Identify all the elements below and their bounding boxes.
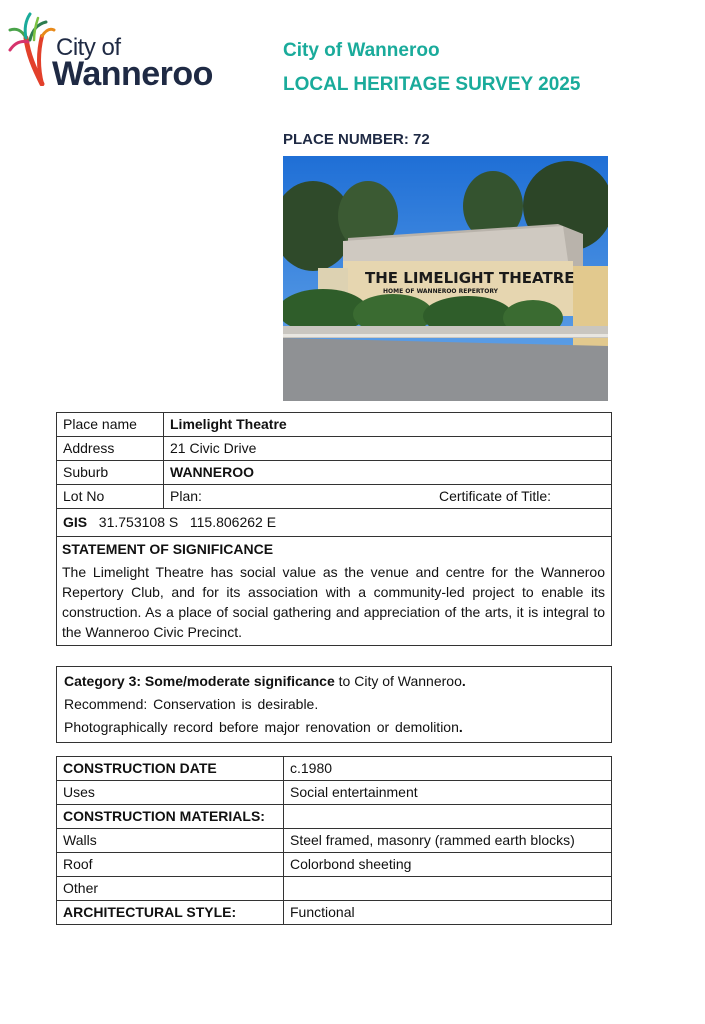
category-title-suffix: to City of Wanneroo xyxy=(334,673,462,689)
gis-label: GIS xyxy=(63,514,88,530)
plan-cell xyxy=(164,485,612,509)
table-row xyxy=(57,853,612,877)
table-row xyxy=(57,461,612,485)
construction-date-label: CONSTRUCTION DATE xyxy=(57,757,284,781)
suburb-value: WANNEROO xyxy=(164,461,612,485)
table-row xyxy=(57,437,612,461)
place-number: PLACE NUMBER: 72 xyxy=(283,131,430,148)
construction-materials-label: CONSTRUCTION MATERIALS: xyxy=(57,805,284,829)
table-row xyxy=(57,413,612,437)
category-recommend: Recommend: Conservation is desirable. xyxy=(64,696,319,712)
walls-value: Steel framed, masonry (rammed earth blocks) xyxy=(284,829,612,853)
table-row xyxy=(57,877,612,901)
theatre-photo xyxy=(283,156,608,401)
table-row xyxy=(57,829,612,853)
kangaroo-paw-logo-icon xyxy=(8,10,56,86)
lot-label: Lot No xyxy=(57,485,164,509)
statement-heading: STATEMENT OF SIGNIFICANCE xyxy=(62,541,274,557)
table-row xyxy=(57,901,612,925)
gis-cell xyxy=(57,509,612,537)
architectural-style-value: Functional xyxy=(284,901,612,925)
header-survey-title: LOCAL HERITAGE SURVEY 2025 xyxy=(283,74,581,95)
category-title: Category 3: Some/moderate significance xyxy=(64,673,335,689)
logo-city-of-text: City of xyxy=(56,34,121,61)
significance-category-box xyxy=(56,666,612,743)
address-label: Address xyxy=(57,437,164,461)
table-row xyxy=(57,537,612,646)
construction-table xyxy=(56,756,612,925)
architectural-style-label: ARCHITECTURAL STYLE: xyxy=(57,901,284,925)
other-value xyxy=(284,877,612,901)
address-value: 21 Civic Drive xyxy=(164,437,612,461)
place-name-label: Place name xyxy=(57,413,164,437)
category-record-line: Photographically record before major renovation or demolition. xyxy=(64,719,463,735)
header-organisation: City of Wanneroo xyxy=(283,40,440,61)
certificate-label: Certificate of Title: xyxy=(438,488,551,504)
table-row xyxy=(57,781,612,805)
walls-label: Walls xyxy=(57,829,284,853)
construction-materials-value xyxy=(284,805,612,829)
uses-label: Uses xyxy=(57,781,284,805)
place-name-value: Limelight Theatre xyxy=(164,413,612,437)
gis-value: 31.753108 S 115.806262 E xyxy=(98,514,277,530)
statement-text: The Limelight Theatre has social value as the venue and centre for the Wanneroo Repertory Club, and for its association with a community-led project to enable its construction. As a place of social gathering and appreciation of the arts, it is integral to the Wanneroo Civic Precinct. xyxy=(62,564,605,640)
uses-value: Social entertainment xyxy=(284,781,612,805)
roof-value: Colorbond sheeting xyxy=(284,853,612,877)
theatre-photo-illustration xyxy=(283,156,608,401)
plan-label: Plan: xyxy=(170,488,202,504)
city-of-wanneroo-logo xyxy=(8,10,223,93)
other-label: Other xyxy=(57,877,284,901)
logo-wanneroo-text: Wanneroo xyxy=(52,55,213,93)
roof-label: Roof xyxy=(57,853,284,877)
statement-cell xyxy=(57,537,612,646)
construction-date-value: c.1980 xyxy=(284,757,612,781)
table-row xyxy=(57,509,612,537)
table-row xyxy=(57,805,612,829)
table-row xyxy=(57,757,612,781)
place-details-table xyxy=(56,412,612,646)
category-record: Photographically record before major renovation or demolition xyxy=(64,719,459,735)
photo-sign-sub: HOME OF WANNEROO REPERTORY xyxy=(383,288,499,295)
table-row xyxy=(57,485,612,509)
suburb-label: Suburb xyxy=(57,461,164,485)
category-line: Category 3: Some/moderate significance to City of Wanneroo. xyxy=(64,673,466,689)
photo-sign-main: THE LIMELIGHT THEATRE xyxy=(365,269,575,287)
